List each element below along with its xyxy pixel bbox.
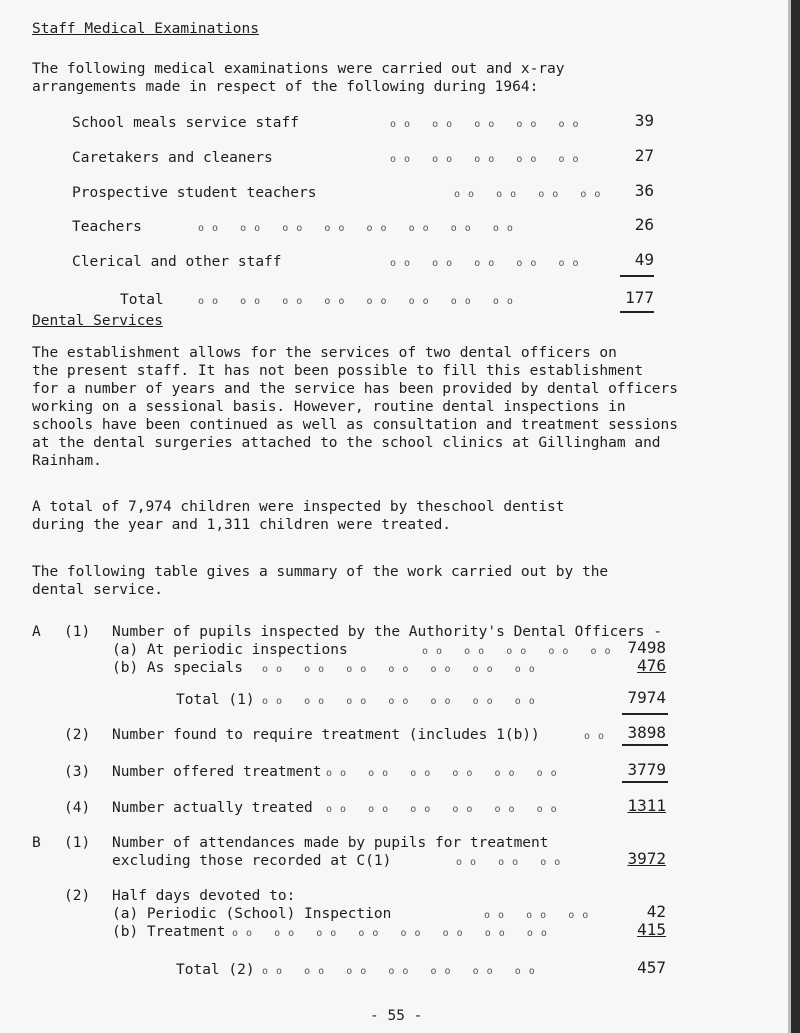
a1-total-label: Total (1) bbox=[176, 692, 255, 708]
exam-label-4: Clerical and other staff bbox=[72, 254, 282, 270]
dental-heading: Dental Services bbox=[32, 313, 163, 329]
b2a-value: 42 bbox=[646, 902, 666, 921]
b2b-label: (b) Treatment bbox=[112, 924, 226, 940]
total-rule-bottom bbox=[620, 311, 654, 313]
dental-paragraph-3: The following table gives a summary of the work carried out by the dental service. bbox=[32, 564, 609, 598]
a4-dots: o o o o o o o o o o o o bbox=[326, 804, 558, 815]
b2a-label: (a) Periodic (School) Inspection bbox=[112, 906, 392, 922]
exam-total-value: 177 bbox=[625, 288, 654, 307]
b1-number: (1) bbox=[64, 835, 91, 851]
a1-label: Number of pupils inspected by the Authority's Dental Officers - bbox=[112, 624, 662, 640]
exam-label-0: School meals service staff bbox=[72, 115, 299, 131]
exam-dots-1: o o o o o o o o o o bbox=[390, 154, 580, 165]
a1a-value: 7498 bbox=[627, 638, 666, 657]
a1b-label: (b) As specials bbox=[112, 660, 243, 676]
page-number: - 55 - bbox=[370, 1008, 423, 1024]
intro-line-1: The following medical examinations were carried out and x-ray bbox=[32, 61, 565, 77]
exam-value-0: 39 bbox=[634, 111, 654, 130]
total-rule-top bbox=[620, 275, 654, 277]
a4-label: Number actually treated bbox=[112, 800, 313, 816]
exam-label-2: Prospective student teachers bbox=[72, 185, 317, 201]
b2-total-label: Total (2) bbox=[176, 962, 255, 978]
exam-value-4: 49 bbox=[634, 250, 654, 269]
exam-label-3: Teachers bbox=[72, 219, 142, 235]
a1-total-dots: o o o o o o o o o o o o o o bbox=[262, 696, 536, 707]
exam-label-1: Caretakers and cleaners bbox=[72, 150, 273, 166]
a3-rule bbox=[622, 781, 668, 783]
a4-value: 1311 bbox=[627, 796, 666, 815]
b1-value: 3972 bbox=[627, 849, 666, 868]
a2-label: Number found to require treatment (includes 1(b)) bbox=[112, 727, 540, 743]
scan-edge bbox=[791, 0, 800, 1033]
b2-total-value: 457 bbox=[637, 958, 666, 977]
b2-number: (2) bbox=[64, 888, 91, 904]
b2a-dots: o o o o o o bbox=[484, 910, 590, 921]
exam-dots-0: o o o o o o o o o o bbox=[390, 119, 580, 130]
a2-rule bbox=[622, 744, 668, 746]
a1b-dots: o o o o o o o o o o o o o o bbox=[262, 664, 536, 675]
a2-number: (2) bbox=[64, 727, 91, 743]
a3-label: Number offered treatment bbox=[112, 764, 322, 780]
a1a-dots: o o o o o o o o o o bbox=[422, 646, 612, 657]
b2b-value: 415 bbox=[637, 920, 666, 939]
dental-paragraph-2: A total of 7,974 children were inspected by theschool dentist during the year and 1,311 children were treated. bbox=[32, 499, 565, 533]
a4-number: (4) bbox=[64, 800, 91, 816]
exam-value-3: 26 bbox=[634, 215, 654, 234]
page-heading: Staff Medical Examinations bbox=[32, 21, 259, 37]
b2-total-dots: o o o o o o o o o o o o o o bbox=[262, 966, 536, 977]
a3-dots: o o o o o o o o o o o o bbox=[326, 768, 558, 779]
a1a-label: (a) At periodic inspections bbox=[112, 642, 348, 658]
a2-value: 3898 bbox=[627, 723, 666, 742]
exam-total-label: Total bbox=[120, 292, 164, 308]
a1-total-rule bbox=[622, 713, 668, 715]
a1-total-value: 7974 bbox=[627, 688, 666, 707]
exam-total-dots: o o o o o o o o o o o o o o o o bbox=[198, 296, 514, 307]
b2-label: Half days devoted to: bbox=[112, 888, 296, 904]
exam-dots-4: o o o o o o o o o o bbox=[390, 258, 580, 269]
b2b-dots: o o o o o o o o o o o o o o o o bbox=[232, 928, 548, 939]
scan-edge-shadow bbox=[788, 0, 791, 1033]
exam-dots-2: o o o o o o o o bbox=[454, 189, 602, 200]
a3-value: 3779 bbox=[627, 760, 666, 779]
a1b-value: 476 bbox=[637, 656, 666, 675]
a1-number: (1) bbox=[64, 624, 91, 640]
b1-label-line2: excluding those recorded at C(1) bbox=[112, 853, 392, 869]
exam-dots-3: o o o o o o o o o o o o o o o o bbox=[198, 223, 514, 234]
exam-value-1: 27 bbox=[634, 146, 654, 165]
b1-label-line1: Number of attendances made by pupils for treatment bbox=[112, 835, 549, 851]
a3-number: (3) bbox=[64, 764, 91, 780]
intro-line-2: arrangements made in respect of the following during 1964: bbox=[32, 79, 539, 95]
dental-paragraph-1: The establishment allows for the services of two dental officers on the present staff. It has not been possible to fill this establishment for a number of years and the service has been provided by dental officers working on a sessional basis. However, routine dental inspections in schools have been continued as well as consultation and treatment sessions at the dental surgeries attached to the school clinics at Gillingham and Rainham. bbox=[32, 345, 679, 469]
section-b-letter: B bbox=[32, 835, 41, 851]
exam-value-2: 36 bbox=[634, 181, 654, 200]
section-a-letter: A bbox=[32, 624, 41, 640]
a2-dots: o o bbox=[584, 731, 606, 742]
b1-dots: o o o o o o bbox=[456, 857, 562, 868]
